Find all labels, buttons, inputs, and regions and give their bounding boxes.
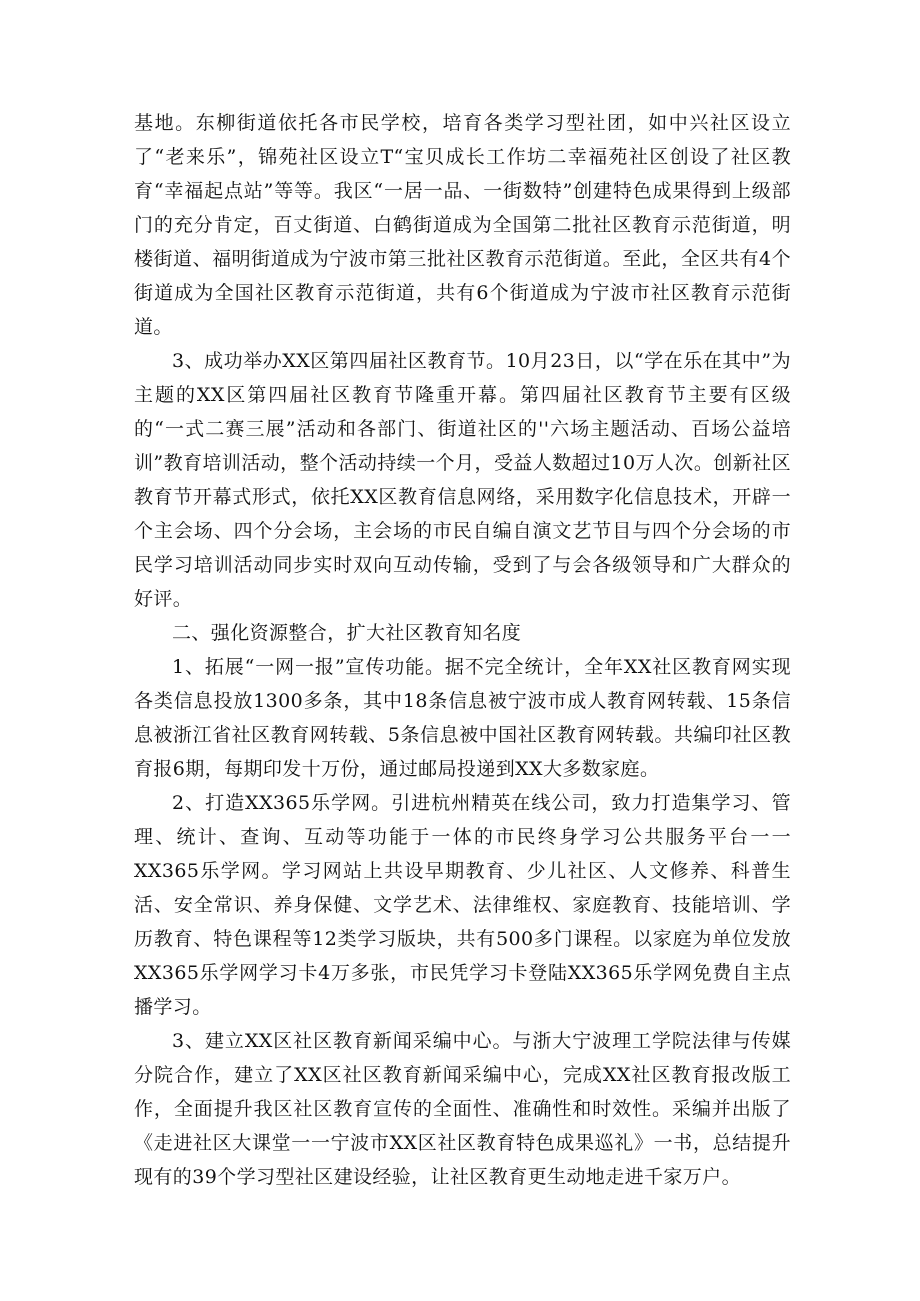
paragraph-publicity: 1、拓展“一网一报”宣传功能。据不完全统计，全年XX社区教育网实现各类信息投放1300多条，其中18条信息被宁波市成人教育网转载、15条信息被浙江省社区教育网转载、5条信息被中国社区教育网转载。共编印社区教育报6期，每期印发十万份，通过邮局投递到XX大多数家庭。 bbox=[134, 656, 791, 780]
section-heading-resource-integration: 二、强化资源整合，扩大社区教育知名度 bbox=[172, 622, 522, 644]
paragraph-news-center: 3、建立XX区社区教育新闻采编中心。与浙大宁波理工学院法律与传媒分院合作，建立了XX区社区教育新闻采编中心，完成XX社区教育报改版工作，全面提升我区社区教育宣传的全面性、准确性和时效性。采编并出版了《走进社区大课堂一一宁波市XX区社区教育特色成果巡礼》一书，总结提升现有的39个学习型社区建设经验，让社区教育更生动地走进千家万户。 bbox=[134, 1030, 791, 1188]
document-body bbox=[134, 106, 791, 1194]
paragraph-continuation: 基地。东柳街道依托各市民学校，培育各类学习型社团，如中兴社区设立了“老来乐”，锦苑社区设立T“宝贝成长工作坊二幸福苑社区创设了社区教育“幸福起点站”等等。我区“一居一品、一街数特”创建特色成果得到上级部门的充分肯定，百丈街道、白鹤街道成为全国第二批社区教育示范街道，明楼街道、福明街道成为宁波市第三批社区教育示范街道。至此，全区共有4个街道成为全国社区教育示范街道，共有6个街道成为宁波市社区教育示范街道。 bbox=[134, 112, 791, 338]
paragraph-learning-website: 2、打造XX365乐学网。引进杭州精英在线公司，致力打造集学习、管理、统计、查询、互动等功能于一体的市民终身学习公共服务平台一一XX365乐学网。学习网站上共设早期教育、少儿社区、人文修养、科普生活、安全常识、养身保健、文学艺术、法律维权、家庭教育、技能培训、学历教育、特色课程等12类学习版块，共有500多门课程。以家庭为单位发放XX365乐学网学习卡4万多张，市民凭学习卡登陆XX365乐学网免费自主点播学习。 bbox=[134, 792, 791, 1018]
paragraph-community-education-festival: 3、成功举办XX区第四届社区教育节。10月23日，以“学在乐在其中”为主题的XX区第四届社区教育节隆重开幕。第四届社区教育节主要有区级的“一式二赛三展”活动和各部门、街道社区的''六场主题活动、百场公益培训”教育培训活动，整个活动持续一个月，受益人数超过10万人次。创新社区教育节开幕式形式，依托XX区教育信息网络，采用数字化信息技术，开辟一个主会场、四个分会场，主会场的市民自编自演文艺节目与四个分会场的市民学习培训活动同步实时双向互动传输，受到了与会各级领导和广大群众的好评。 bbox=[134, 350, 791, 610]
